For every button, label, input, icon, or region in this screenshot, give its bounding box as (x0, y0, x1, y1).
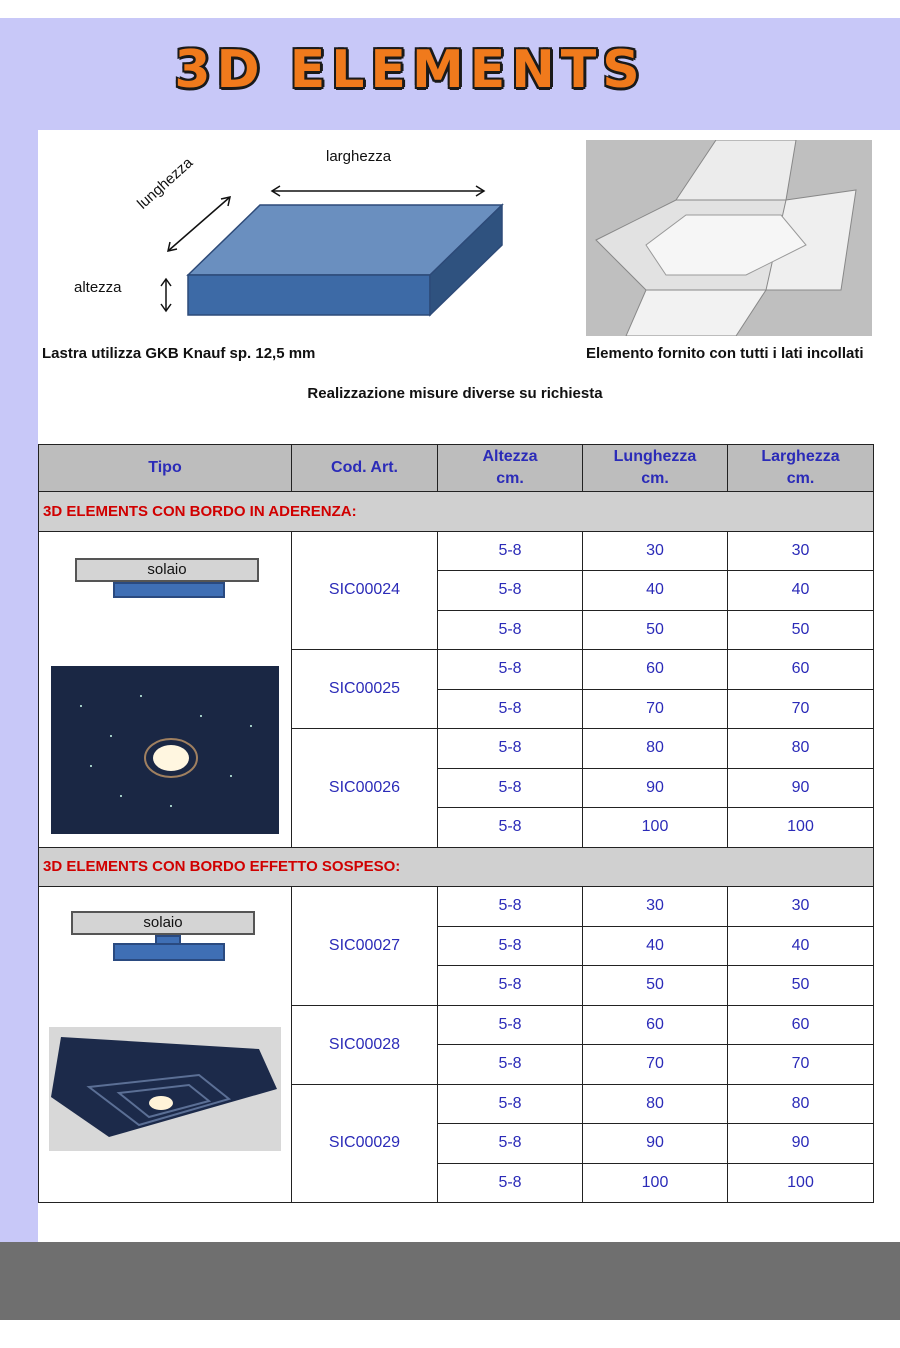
type-illustration-aderenza (39, 531, 292, 847)
header-tipo: Tipo (39, 445, 292, 492)
larghezza-cell: 100 (728, 808, 874, 848)
altezza-cell: 5-8 (438, 729, 583, 769)
lunghezza-cell: 40 (583, 926, 728, 966)
larghezza-cell: 90 (728, 1124, 874, 1164)
header-lunghezza: Lunghezza cm. (583, 445, 728, 492)
lunghezza-cell: 100 (583, 1163, 728, 1203)
larghezza-cell: 60 (728, 650, 874, 690)
lunghezza-cell: 60 (583, 650, 728, 690)
altezza-cell: 5-8 (438, 768, 583, 808)
footer-band (0, 1242, 900, 1320)
altezza-cell: 5-8 (438, 887, 583, 927)
ceiling-label: solaio (71, 911, 255, 935)
section-title-sospeso: 3D ELEMENTS CON BORDO EFFETTO SOSPESO: (39, 847, 874, 887)
type-illustration-sospeso (39, 887, 292, 1203)
altezza-cell: 5-8 (438, 1124, 583, 1164)
caption-assembly: Elemento fornito con tutti i lati incollati (586, 345, 864, 362)
larghezza-cell: 50 (728, 610, 874, 650)
header-cod: Cod. Art. (292, 445, 438, 492)
larghezza-cell: 100 (728, 1163, 874, 1203)
altezza-cell: 5-8 (438, 1005, 583, 1045)
product-table (38, 444, 874, 1203)
code-cell: SIC00028 (292, 1005, 438, 1084)
slab-dimensions-diagram (40, 135, 520, 335)
larghezza-cell: 80 (728, 729, 874, 769)
code-cell: SIC00029 (292, 1084, 438, 1203)
code-cell: SIC00025 (292, 650, 438, 729)
lunghezza-cell: 30 (583, 531, 728, 571)
suspended-panel-photo (49, 1027, 281, 1151)
left-band (0, 130, 38, 1242)
caption-material: Lastra utilizza GKB Knauf sp. 12,5 mm (42, 345, 316, 362)
lunghezza-cell: 40 (583, 571, 728, 611)
altezza-cell: 5-8 (438, 531, 583, 571)
height-label: altezza (74, 279, 122, 296)
larghezza-cell: 30 (728, 887, 874, 927)
larghezza-cell: 70 (728, 689, 874, 729)
larghezza-cell: 60 (728, 1005, 874, 1045)
ceiling-label: solaio (75, 558, 259, 582)
lunghezza-cell: 50 (583, 966, 728, 1006)
altezza-cell: 5-8 (438, 689, 583, 729)
lunghezza-cell: 60 (583, 1005, 728, 1045)
larghezza-cell: 70 (728, 1045, 874, 1085)
table-row (39, 887, 874, 927)
code-cell: SIC00027 (292, 887, 438, 1006)
altezza-cell: 5-8 (438, 650, 583, 690)
lunghezza-cell: 80 (583, 729, 728, 769)
larghezza-cell: 40 (728, 926, 874, 966)
lunghezza-cell: 70 (583, 689, 728, 729)
starry-panel-photo (51, 666, 279, 834)
lunghezza-cell: 100 (583, 808, 728, 848)
larghezza-cell: 40 (728, 571, 874, 611)
slab-front-face (188, 275, 430, 315)
lunghezza-cell: 80 (583, 1084, 728, 1124)
altezza-cell: 5-8 (438, 610, 583, 650)
lunghezza-cell: 50 (583, 610, 728, 650)
header-altezza: Altezza cm. (438, 445, 583, 492)
length-label: lunghezza (134, 154, 197, 213)
caption-custom-sizes: Realizzazione misure diverse su richiesta (307, 385, 603, 402)
ceiling-diagram (75, 558, 265, 606)
section-row (39, 492, 874, 532)
altezza-cell: 5-8 (438, 926, 583, 966)
larghezza-cell: 50 (728, 966, 874, 1006)
larghezza-cell: 30 (728, 531, 874, 571)
lunghezza-cell: 90 (583, 1124, 728, 1164)
page-title: 3D ELEMENTS (174, 40, 646, 100)
lunghezza-cell: 90 (583, 768, 728, 808)
altezza-cell: 5-8 (438, 966, 583, 1006)
section-row (39, 847, 874, 887)
lunghezza-cell: 70 (583, 1045, 728, 1085)
ceiling-diagram (71, 911, 261, 971)
altezza-cell: 5-8 (438, 808, 583, 848)
code-cell: SIC00026 (292, 729, 438, 848)
panel-block (113, 582, 225, 598)
panel-block (113, 943, 225, 961)
altezza-cell: 5-8 (438, 1045, 583, 1085)
larghezza-cell: 80 (728, 1084, 874, 1124)
altezza-cell: 5-8 (438, 571, 583, 611)
code-cell: SIC00024 (292, 531, 438, 650)
unfolded-element-photo (586, 140, 872, 336)
larghezza-cell: 90 (728, 768, 874, 808)
altezza-cell: 5-8 (438, 1084, 583, 1124)
lunghezza-cell: 30 (583, 887, 728, 927)
table-row (39, 531, 874, 571)
table-header-row (39, 445, 874, 492)
section-title-aderenza: 3D ELEMENTS CON BORDO IN ADERENZA: (39, 492, 874, 532)
width-label: larghezza (326, 148, 392, 165)
header-larghezza: Larghezza cm. (728, 445, 874, 492)
altezza-cell: 5-8 (438, 1163, 583, 1203)
